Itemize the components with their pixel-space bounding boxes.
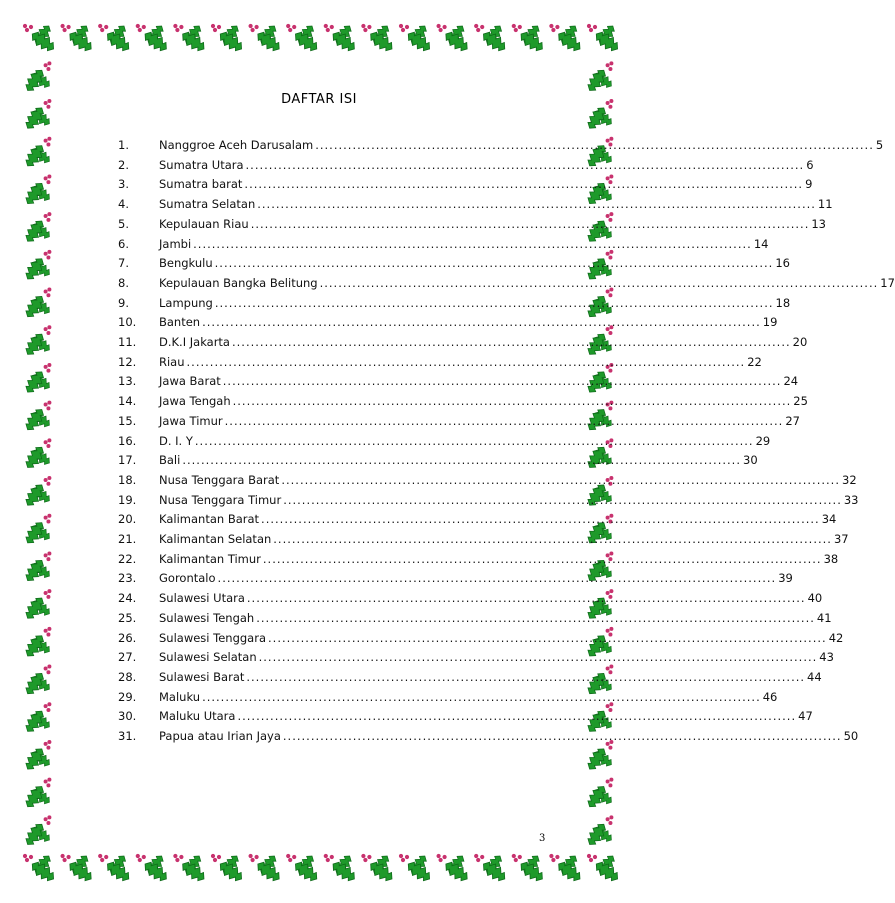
toc-title: Sulawesi Utara bbox=[159, 591, 245, 606]
toc-row bbox=[118, 532, 849, 550]
dot-leader: ........................................................................................................................ bbox=[273, 532, 832, 546]
holly-leaf-icon bbox=[584, 61, 614, 94]
holly-leaf-icon bbox=[173, 853, 208, 885]
dot-leader: ........................................................................................................................ bbox=[186, 354, 746, 369]
toc-number: 20. bbox=[118, 512, 137, 527]
dot-leader: ........................................................................................................................ bbox=[246, 669, 806, 684]
holly-leaf-icon bbox=[399, 853, 434, 885]
holly-leaf-icon bbox=[211, 23, 246, 55]
holly-leaf-icon bbox=[584, 740, 614, 773]
holly-leaf-icon bbox=[549, 23, 584, 55]
dot-leader: ........................................................................................................................ bbox=[261, 512, 820, 527]
toc-title: Kalimantan Timur bbox=[159, 551, 261, 566]
toc-number: 3. bbox=[118, 177, 129, 192]
toc-row bbox=[118, 571, 793, 589]
dot-leader: ........................................................................................................................ bbox=[231, 335, 791, 349]
dot-leader: ........................................................................................................................ bbox=[222, 374, 782, 389]
toc-number: 16. bbox=[118, 433, 137, 448]
dot-leader: ........................................................................................................................ bbox=[268, 630, 827, 645]
holly-leaf-icon bbox=[22, 665, 52, 698]
toc-title: Bali bbox=[159, 453, 181, 468]
holly-leaf-icon bbox=[437, 853, 472, 885]
holly-leaf-icon bbox=[22, 401, 52, 434]
toc-title: Kalimantan Barat bbox=[159, 512, 260, 527]
holly-leaf-icon bbox=[361, 853, 396, 885]
toc-number: 19. bbox=[118, 492, 137, 507]
dot-leader: ........................................................................................................................ bbox=[202, 689, 761, 704]
holly-leaf-icon bbox=[22, 551, 52, 584]
toc-number: 10. bbox=[118, 315, 137, 330]
toc-title: Maluku bbox=[159, 689, 201, 704]
toc-page: 33 bbox=[843, 492, 859, 507]
toc-number: 1. bbox=[118, 138, 129, 152]
holly-leaf-icon bbox=[22, 589, 52, 622]
toc-row bbox=[118, 354, 762, 373]
toc-number: 29. bbox=[118, 689, 137, 704]
dot-leader: ........................................................................................................................ bbox=[224, 413, 784, 428]
holly-leaf-icon bbox=[587, 23, 622, 55]
dot-leader: ........................................................................................................................ bbox=[281, 472, 840, 487]
toc-page: 41 bbox=[816, 610, 832, 625]
holly-leaf-icon bbox=[22, 740, 52, 773]
toc-title: Nusa Tenggara Timur bbox=[159, 492, 282, 507]
holly-leaf-icon bbox=[136, 23, 171, 55]
page-title: DAFTAR ISI bbox=[281, 92, 357, 107]
toc-title: Bengkulu bbox=[159, 256, 213, 271]
toc-title: Sulawesi Tengah bbox=[159, 610, 255, 625]
holly-leaf-icon bbox=[22, 438, 52, 471]
dot-leader: ........................................................................................................................ bbox=[246, 591, 806, 606]
holly-leaf-icon bbox=[61, 23, 96, 55]
toc-row bbox=[118, 177, 813, 195]
toc-page: 25 bbox=[793, 394, 808, 409]
toc-row bbox=[118, 709, 813, 727]
toc-page: 20 bbox=[792, 335, 808, 349]
toc-row bbox=[118, 335, 808, 353]
toc-row bbox=[118, 275, 895, 294]
holly-leaf-icon bbox=[437, 23, 472, 55]
holly-leaf-icon bbox=[512, 23, 547, 55]
dot-leader: ........................................................................................................................ bbox=[257, 197, 816, 212]
toc-row bbox=[118, 689, 778, 708]
toc-title: Sumatra Utara bbox=[159, 157, 244, 172]
toc-number: 15. bbox=[118, 413, 137, 428]
holly-leaf-icon bbox=[474, 853, 509, 885]
holly-leaf-icon bbox=[584, 815, 614, 848]
toc-row bbox=[118, 433, 771, 452]
toc-page: 42 bbox=[828, 630, 844, 645]
toc-row bbox=[118, 591, 823, 609]
toc-title: Banten bbox=[159, 315, 201, 330]
holly-leaf-icon bbox=[22, 137, 52, 170]
toc-row bbox=[118, 610, 832, 629]
toc-row bbox=[118, 315, 778, 333]
dot-leader: ........................................................................................................................ bbox=[256, 610, 815, 625]
toc-page: 46 bbox=[762, 689, 778, 704]
toc-page: 9 bbox=[805, 177, 813, 192]
holly-leaf-icon bbox=[399, 23, 434, 55]
holly-leaf-icon bbox=[361, 23, 396, 55]
dot-leader: ........................................................................................................................ bbox=[202, 315, 761, 330]
holly-leaf-icon bbox=[22, 815, 52, 848]
holly-leaf-icon bbox=[324, 853, 359, 885]
toc-number: 26. bbox=[118, 630, 137, 645]
holly-leaf-icon bbox=[324, 23, 359, 55]
toc-number: 2. bbox=[118, 157, 129, 172]
toc-row bbox=[118, 256, 790, 274]
toc-number: 24. bbox=[118, 591, 137, 606]
toc-title: Riau bbox=[159, 354, 185, 369]
dot-leader: ........................................................................................................................ bbox=[250, 216, 810, 231]
toc-page: 13 bbox=[811, 216, 826, 231]
holly-leaf-icon bbox=[211, 853, 246, 885]
toc-title: Jawa Barat bbox=[159, 374, 221, 389]
toc-row bbox=[118, 295, 791, 314]
toc-row bbox=[118, 197, 833, 215]
toc-row bbox=[118, 453, 758, 471]
dot-leader: ........................................................................................................................ bbox=[282, 729, 842, 743]
toc-page: 50 bbox=[843, 729, 859, 743]
holly-leaf-icon bbox=[587, 853, 622, 885]
toc-page: 43 bbox=[819, 650, 834, 665]
toc-row bbox=[118, 236, 769, 255]
toc-number: 4. bbox=[118, 197, 129, 212]
holly-leaf-icon bbox=[173, 23, 208, 55]
toc-number: 27. bbox=[118, 650, 137, 665]
toc-page: 17 bbox=[880, 275, 895, 290]
toc-number: 23. bbox=[118, 571, 137, 586]
toc-number: 5. bbox=[118, 216, 129, 231]
toc-row bbox=[118, 413, 800, 432]
holly-leaf-icon bbox=[474, 23, 509, 55]
holly-leaf-icon bbox=[249, 23, 284, 55]
toc-page: 6 bbox=[806, 157, 814, 172]
toc-title: Sumatra Selatan bbox=[159, 197, 256, 212]
toc-page: 11 bbox=[817, 197, 833, 212]
holly-leaf-icon bbox=[22, 61, 52, 94]
holly-leaf-icon bbox=[61, 853, 96, 885]
toc-title: Maluku Utara bbox=[159, 709, 236, 724]
toc-number: 30. bbox=[118, 709, 137, 724]
holly-leaf-icon bbox=[98, 853, 133, 885]
toc-title: Nanggroe Aceh Darusalam bbox=[159, 138, 314, 152]
toc-title: Kepulauan Riau bbox=[159, 216, 249, 231]
holly-leaf-icon bbox=[286, 23, 321, 55]
holly-leaf-icon bbox=[286, 853, 321, 885]
toc-title: Sulawesi Selatan bbox=[159, 650, 257, 665]
dot-leader: ........................................................................................................................ bbox=[258, 650, 818, 665]
holly-leaf-icon bbox=[23, 853, 58, 885]
holly-leaf-icon bbox=[249, 853, 284, 885]
toc-title: Nusa Tenggara Barat bbox=[159, 472, 280, 487]
toc-number: 25. bbox=[118, 610, 137, 625]
dot-leader: ........................................................................................................................ bbox=[262, 551, 822, 566]
toc-row bbox=[118, 551, 839, 570]
holly-leaf-icon bbox=[22, 778, 52, 811]
dot-leader: ........................................................................................................................ bbox=[182, 453, 741, 468]
toc-row bbox=[118, 138, 884, 156]
toc-title: D. I. Y bbox=[159, 433, 193, 448]
dot-leader: ........................................................................................................................ bbox=[217, 571, 777, 586]
toc-number: 12. bbox=[118, 354, 137, 369]
toc-number: 9. bbox=[118, 295, 129, 310]
toc-row bbox=[118, 157, 814, 176]
toc-number: 22. bbox=[118, 551, 137, 566]
dot-leader: ........................................................................................................................ bbox=[245, 157, 805, 172]
holly-leaf-icon bbox=[549, 853, 584, 885]
toc-page: 16 bbox=[775, 256, 790, 271]
toc-number: 13. bbox=[118, 374, 137, 389]
dot-leader: ........................................................................................................................ bbox=[244, 177, 804, 192]
toc-page: 34 bbox=[821, 512, 837, 527]
holly-leaf-icon bbox=[22, 325, 52, 358]
toc-row bbox=[118, 669, 822, 688]
toc-title: Sulawesi Barat bbox=[159, 669, 245, 684]
toc-row bbox=[118, 472, 857, 491]
dot-leader: ........................................................................................................................ bbox=[319, 275, 879, 290]
toc-number: 7. bbox=[118, 256, 129, 271]
holly-leaf-icon bbox=[22, 212, 52, 245]
toc-page: 32 bbox=[842, 472, 857, 487]
holly-leaf-icon bbox=[584, 778, 614, 811]
holly-leaf-icon bbox=[22, 363, 52, 396]
toc-title: D.K.I Jakarta bbox=[159, 335, 230, 349]
toc-title: Sulawesi Tenggara bbox=[159, 630, 267, 645]
holly-leaf-icon bbox=[22, 514, 52, 547]
holly-leaf-icon bbox=[98, 23, 133, 55]
toc-title: Papua atau Irian Jaya bbox=[159, 729, 281, 743]
toc-number: 21. bbox=[118, 532, 137, 546]
toc-title: Kalimantan Selatan bbox=[159, 532, 272, 546]
toc-row bbox=[118, 394, 808, 412]
toc-number: 6. bbox=[118, 236, 129, 251]
holly-leaf-icon bbox=[22, 174, 52, 207]
dot-leader: ........................................................................................................................ bbox=[283, 492, 842, 507]
dot-leader: ........................................................................................................................ bbox=[214, 295, 774, 310]
toc-number: 31. bbox=[118, 729, 137, 743]
toc-title: Kepulauan Bangka Belitung bbox=[159, 275, 318, 290]
toc-page: 19 bbox=[762, 315, 778, 330]
toc-page: 29 bbox=[755, 433, 771, 448]
holly-leaf-icon bbox=[136, 853, 171, 885]
dot-leader: ........................................................................................................................ bbox=[315, 138, 874, 152]
dot-leader: ........................................................................................................................ bbox=[214, 256, 774, 271]
toc-title: Lampung bbox=[159, 295, 213, 310]
toc-page: 37 bbox=[833, 532, 849, 546]
toc-page: 40 bbox=[807, 591, 823, 606]
toc-page: 30 bbox=[743, 453, 758, 468]
toc-row bbox=[118, 512, 837, 530]
toc-title: Gorontalo bbox=[159, 571, 216, 586]
dot-leader: ........................................................................................................................ bbox=[237, 709, 797, 724]
toc-title: Jawa Tengah bbox=[159, 394, 231, 409]
holly-leaf-icon bbox=[22, 250, 52, 283]
toc-page: 14 bbox=[753, 236, 769, 251]
toc-number: 17. bbox=[118, 453, 137, 468]
toc-row bbox=[118, 216, 826, 235]
toc-row bbox=[118, 374, 799, 392]
toc-page: 47 bbox=[798, 709, 813, 724]
holly-leaf-icon bbox=[512, 853, 547, 885]
toc-number: 28. bbox=[118, 669, 137, 684]
toc-page: 27 bbox=[785, 413, 800, 428]
toc-page: 38 bbox=[823, 551, 839, 566]
holly-leaf-icon bbox=[22, 702, 52, 735]
dot-leader: ........................................................................................................................ bbox=[193, 236, 752, 251]
toc-page: 18 bbox=[775, 295, 791, 310]
toc-row bbox=[118, 630, 844, 649]
holly-leaf-icon bbox=[23, 23, 58, 55]
toc-number: 8. bbox=[118, 275, 129, 290]
holly-leaf-icon bbox=[22, 627, 52, 660]
toc-row bbox=[118, 492, 859, 511]
dot-leader: ........................................................................................................................ bbox=[232, 394, 792, 409]
toc-row bbox=[118, 729, 859, 747]
holly-leaf-icon bbox=[22, 476, 52, 509]
toc-page: 5 bbox=[875, 138, 884, 152]
toc-number: 14. bbox=[118, 394, 137, 409]
toc-title: Jambi bbox=[159, 236, 192, 251]
toc-page: 22 bbox=[747, 354, 762, 369]
toc-title: Sumatra barat bbox=[159, 177, 243, 192]
toc-row bbox=[118, 650, 834, 668]
toc-page: 24 bbox=[783, 374, 799, 389]
page-number: 3 bbox=[539, 833, 546, 844]
toc-page: 44 bbox=[807, 669, 822, 684]
toc-title: Jawa Timur bbox=[159, 413, 223, 428]
holly-leaf-icon bbox=[22, 288, 52, 321]
dot-leader: ........................................................................................................................ bbox=[194, 433, 754, 448]
toc-number: 18. bbox=[118, 472, 137, 487]
toc-page: 39 bbox=[778, 571, 793, 586]
toc-number: 11. bbox=[118, 335, 137, 349]
